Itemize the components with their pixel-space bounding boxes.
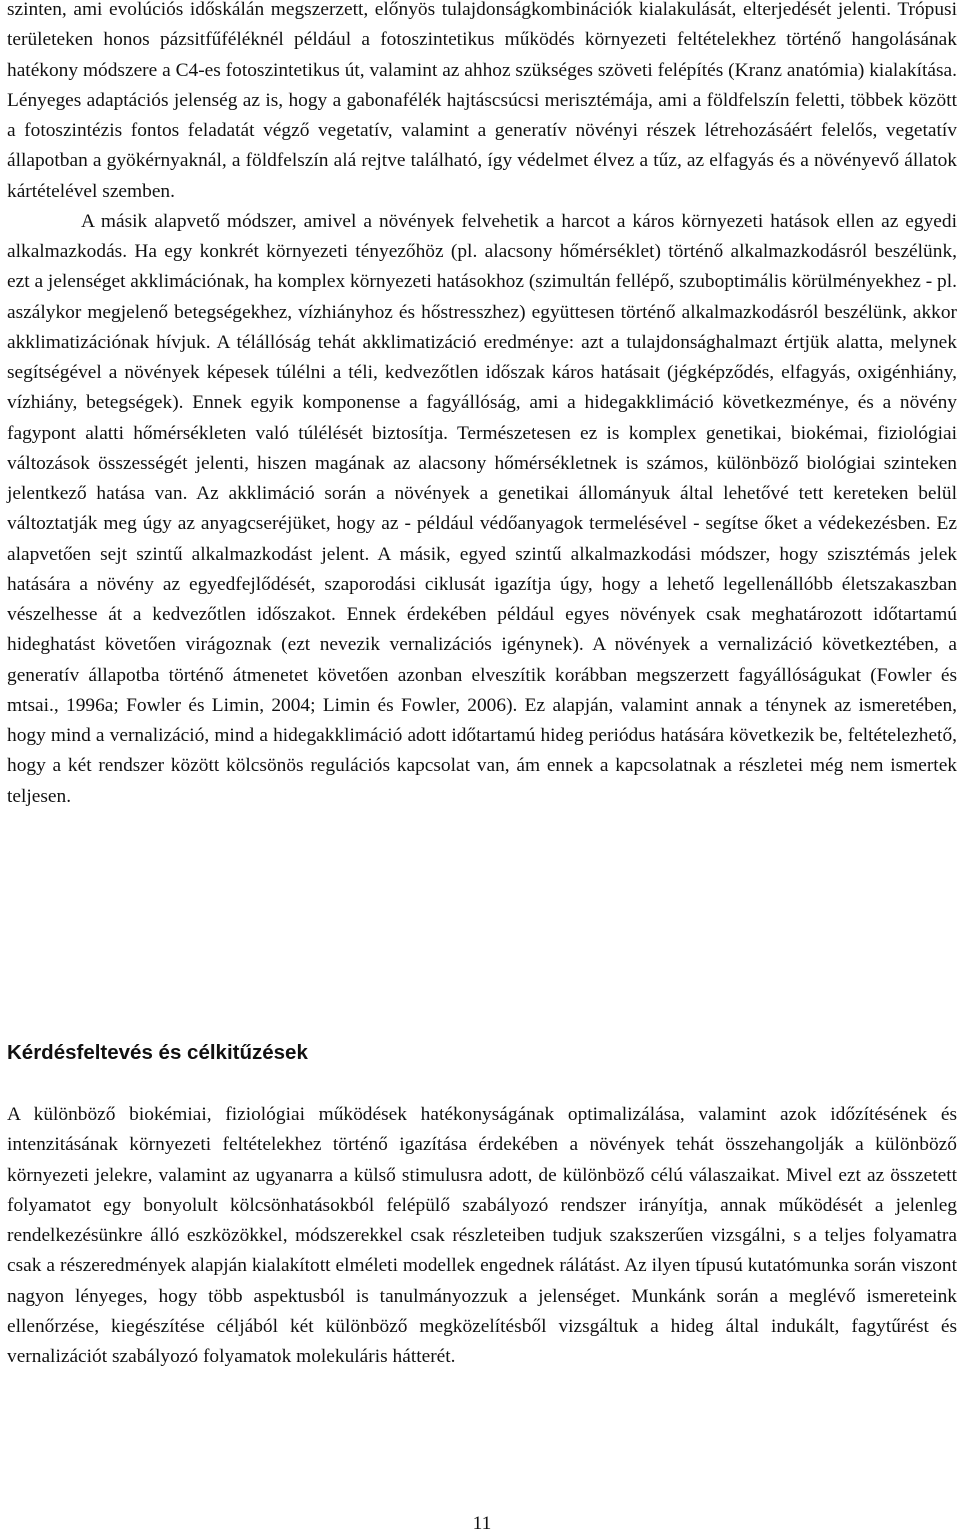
body-paragraph-3: A különböző biokémiai, fiziológiai működések hatékonyságának optimalizálása, valamint azok időzítésének és intenzitásának környezeti feltételekhez történő igazítása érdekében a növények tehát összehangolják a különböző környezeti jelekre, valamint az ugyanarra a külső stimulusra adott, de különböző célú válaszaikat. Mivel ezt az összetett folyamatot egy bonyolult kölcsönhatásokból felépülő szabályozó rendszer irányítja, annak működését a jelenleg rendelkezésünkre álló eszközökkel, módszerekkel csak részleteiben tudjuk szakszerűen vizsgálni, s a teljes folyamatra csak a részeredmények alapján kialakított elméleti modellek engednek rálátást. Az ilyen típusú kutatómunka során viszont nagyon lényeges, hogy több aspektusból is tanulmányozzuk a jelenséget. Munkánk során a meglévő ismereteink ellenőrzése, kiegészítése céljából két különböző megközelítésből vizsgáltuk a hideg által indukált, fagytűrést és vernalizációt szabályozó folyamatok molekuláris hátterét. (7, 1104, 957, 1367)
body-paragraph-1: szinten, ami evolúciós időskálán megszerzett, előnyös tulajdonságkombinációk kialakulását, elterjedését jelenti. Trópusi területeken honos pázsitfűféléknél például a fotoszintetikus működés környezeti feltételekhez történő hangolásának hatékony módszere a C4-es fotoszintetikus út, valamint az ahhoz szükséges szöveti felépítés (Kranz anatómia) kialakítása. Lényeges adaptációs jelenség az is, hogy a gabonafélék hajtáscsúcsi merisztémája, ami a földfelszín feletti, többek között a fotoszintézis fontos feladatát végző vegetatív, valamint a generatív növényi részek létrehozásáért felelős, vegetatív állapotban a gyökérnyaknál, a földfelszín alá rejtve található, így védelmet élvez a tűz, az elfagyás és a növényevő állatok kártételével szemben. (7, 0, 957, 202)
section-heading: Kérdésfeltevés és célkitűzések (7, 1041, 308, 1064)
text-block-lower (7, 1100, 957, 1372)
body-paragraph-2: A másik alapvető módszer, amivel a növények felvehetik a harcot a káros környezeti hatások ellen az egyedi alkalmazkodás. Ha egy konkrét környezeti tényezőhöz (pl. alacsony hőmérséklet) történő alkalmazkodásról beszélünk, ezt a jelenséget akklimációnak, ha komplex környezeti hatásokhoz (szimultán fellépő, szuboptimális körülményekhez - pl. aszálykor megjelenő betegségekhez, vízhiányhoz és hőstresszhez) együttesen történő alkalmazkodásról beszélünk, akkor akklimatizációnak hívjuk. A télállóság tehát akklimatizáció eredménye: azt a tulajdonsághalmazt értjük alatta, melynek segítségével a növények képesek túlélni a téli, kedvezőtlen időszak káros hatásait (jégképződés, elfagyás, oxigénhiány, vízhiány, betegségek). Ennek egyik komponense a fagyállóság, ami a hidegakklimáció következménye, és a növény fagypont alatti hőmérsékleten való túlélését biztosítja. Természetesen ez is komplex genetikai, biokémai, fiziológiai változások összességét jelenti, hiszen magának az alacsony hőmérsékletnek is számos, különböző biológiai szinteken jelentkező hatása van. Az akklimáció során a növények a genetikai állományuk által lehetővé tett kereteken belül változtatják meg úgy az anyagcseréjüket, hogy az - például védőanyagok termelésével - segítse őket a védekezésben. Ez alapvetően sejt szintű alkalmazkodást jelent. A másik, egyed szintű alkalmazkodási módszer, hogy szisztémás jelek hatására a növény az egyedfejlődését, szaporodási ciklusát igazítja úgy, hogy a lehető legellenállóbb életszakaszban vészelhesse át a kedvezőtlen időszakot. Ennek érdekében például egyes növények csak meghatározott időtartamú hideghatást követően virágoznak (ezt nevezik vernalizációs igénynek). A növények a vernalizáció következtében, a generatív állapotba történő átmenetet követően azonban elveszítik korábban megszerzett fagyállóságukat (Fowler és mtsai., 1996a; Fowler és Limin, 2004; Limin és Fowler, 2006). Ez alapján, valamint annak a ténynek az ismeretében, hogy mind a vernalizáció, mind a hidegakklimáció adott időtartamú hideg periódus hatására következik be, feltételezhető, hogy a két rendszer között kölcsönös regulációs kapcsolat van, ám ennek a kapcsolatnak a részletei még nem ismertek teljesen. (7, 210, 957, 807)
text-block-upper (7, 0, 957, 812)
page-number: 11 (472, 1513, 492, 1534)
